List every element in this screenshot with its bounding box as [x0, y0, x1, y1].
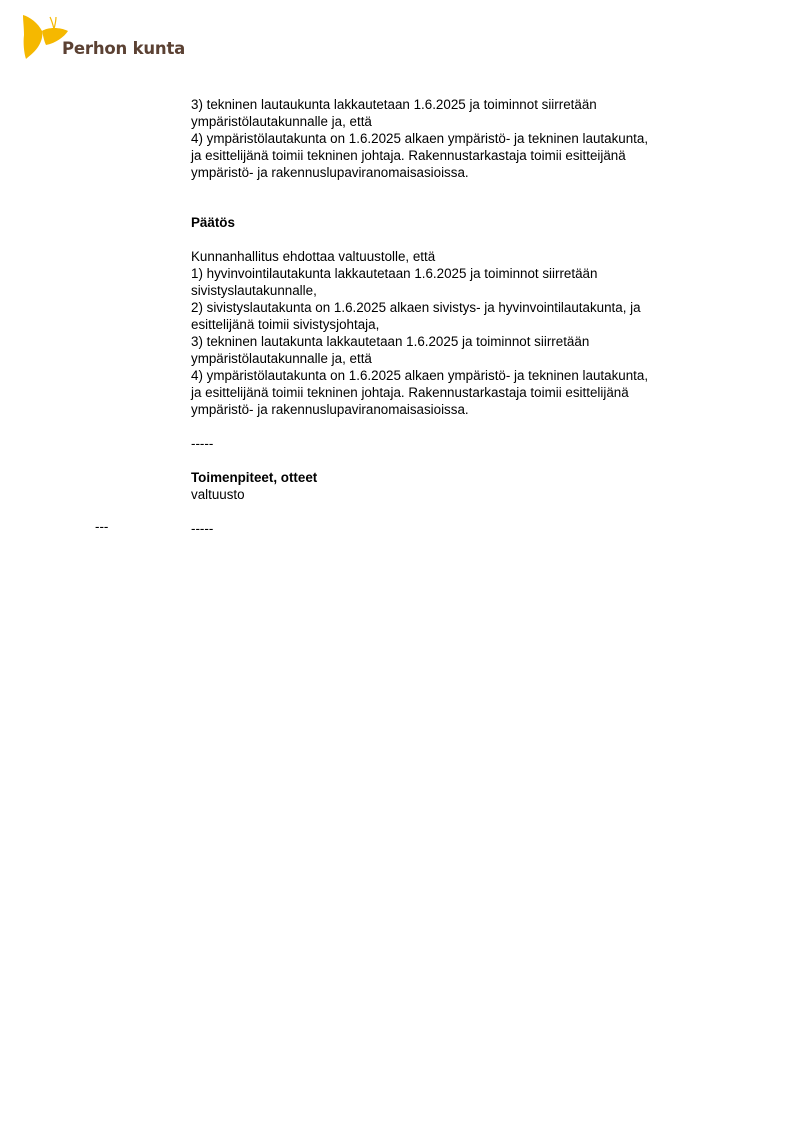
paragraph-line: ympäristölautakunnalle ja, että [191, 114, 372, 129]
paragraph-line: ympäristö- ja rakennuslupaviranomaisasioissa. [191, 165, 469, 180]
paragraph-line: 2) sivistyslautakunta on 1.6.2025 alkaen sivistys- ja hyvinvointilautakunta, ja [191, 300, 641, 315]
paragraph-line: Kunnanhallitus ehdottaa valtuustolle, että [191, 249, 436, 264]
document-body [191, 96, 711, 537]
intro-section [191, 96, 711, 181]
paragraph-line: ympäristölautakunnalle ja, että [191, 351, 372, 366]
paragraph-line: 4) ympäristölautakunta on 1.6.2025 alkaen ympäristö- ja tekninen lautakunta, [191, 368, 649, 383]
actions-recipient: valtuusto [191, 487, 245, 502]
logo [20, 12, 186, 62]
section-separator: ----- [191, 436, 214, 451]
paragraph-line: 3) tekninen lautakunta lakkautetaan 1.6.2025 ja toiminnot siirretään [191, 334, 590, 349]
margin-marker: --- [95, 519, 109, 534]
decision-section [191, 248, 711, 418]
paragraph-line: 3) tekninen lautaukunta lakkautetaan 1.6.2025 ja toiminnot siirretään [191, 97, 597, 112]
paragraph-line: 1) hyvinvointilautakunta lakkautetaan 1.6.2025 ja toiminnot siirretään [191, 266, 598, 281]
paragraph-line: ympäristö- ja rakennuslupaviranomaisasioissa. [191, 402, 469, 417]
paragraph-line: 4) ympäristölautakunta on 1.6.2025 alkaen ympäristö- ja tekninen lautakunta, [191, 131, 649, 146]
paragraph-line: sivistyslautakunnalle, [191, 283, 317, 298]
decision-heading: Päätös [191, 215, 235, 230]
actions-heading: Toimenpiteet, otteet [191, 470, 318, 485]
butterfly-icon [20, 13, 68, 61]
paragraph-line: ja esittelijänä toimii tekninen johtaja. Rakennustarkastaja toimii esitteijänä [191, 148, 626, 163]
paragraph-line: esittelijänä toimii sivistysjohtaja, [191, 317, 380, 332]
footer-separator: ----- [191, 521, 214, 536]
paragraph-line: ja esittelijänä toimii tekninen johtaja. Rakennustarkastaja toimii esittelijänä [191, 385, 629, 400]
brand-name: Perhon kunta [62, 39, 186, 58]
